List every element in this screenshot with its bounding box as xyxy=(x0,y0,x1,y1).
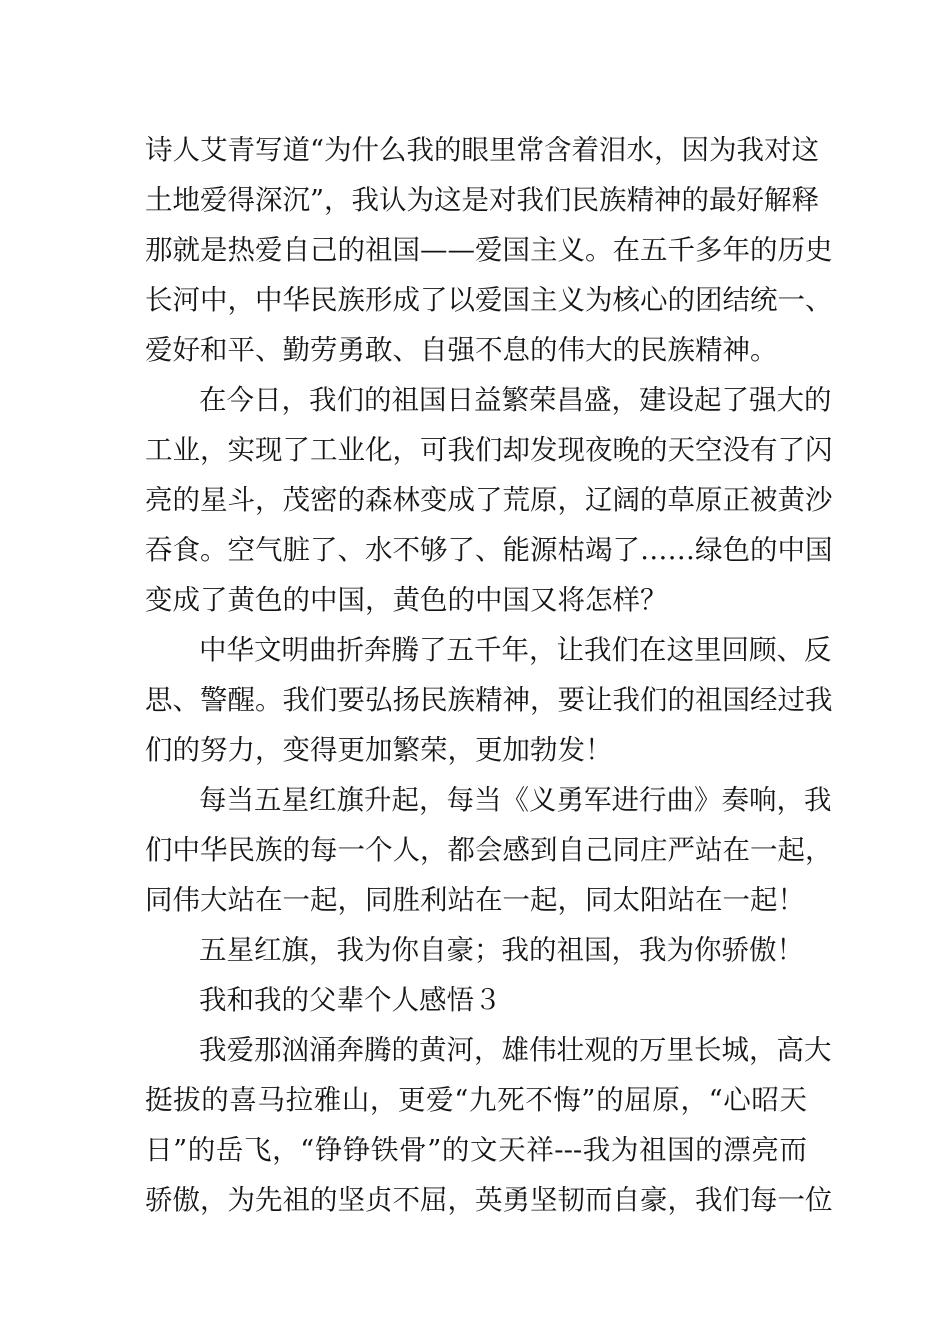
text-line: 吞食。空气脏了、水不够了、能源枯竭了……绿色的中国 xyxy=(145,534,833,566)
text-line: 那就是热爱自己的祖国——爱国主义。在五千多年的历史 xyxy=(145,234,833,266)
paragraph-first-line: 中华文明曲折奔腾了五千年，让我们在这里回顾、反 xyxy=(199,634,832,666)
text-line: 日”的岳飞，“铮铮铁骨”的文天祥---我为祖国的漂亮而 xyxy=(145,1134,807,1166)
text-line: 思、警醒。我们要弘扬民族精神，要让我们的祖国经过我 xyxy=(145,684,833,716)
text-line: 同伟大站在一起，同胜利站在一起，同太阳站在一起！ xyxy=(145,884,805,916)
text-line: 爱好和平、勤劳勇敢、自强不息的伟大的民族精神。 xyxy=(145,334,778,366)
text-line: 挺拔的喜马拉雅山，更爱“九死不悔”的屈原，“心昭天 xyxy=(145,1084,807,1116)
paragraph-first-line: 我爱那汹涌奔腾的黄河，雄伟壮观的万里长城，高大 xyxy=(199,1034,832,1066)
text-line: 们中华民族的每一个人，都会感到自己同庄严站在一起， xyxy=(145,834,833,866)
text-line: 土地爱得深沉”，我认为这是对我们民族精神的最好解释 xyxy=(145,184,820,216)
section-heading: 我和我的父辈个人感悟３ xyxy=(199,984,502,1016)
text-line: 亮的星斗，茂密的森林变成了荒原，辽阔的草原正被黄沙 xyxy=(145,484,833,516)
text-line: 们的努力，变得更加繁荣，更加勃发！ xyxy=(145,734,613,766)
paragraph-first-line: 在今日，我们的祖国日益繁荣昌盛，建设起了强大的 xyxy=(199,384,832,416)
text-line: 长河中，中华民族形成了以爱国主义为核心的团结统一、 xyxy=(145,284,833,316)
text-line: 骄傲，为先祖的坚贞不屈，英勇坚韧而自豪，我们每一位 xyxy=(145,1184,833,1216)
text-line: 工业，实现了工业化，可我们却发现夜晚的天空没有了闪 xyxy=(145,434,833,466)
paragraph-first-line: 五星红旗，我为你自豪；我的祖国，我为你骄傲！ xyxy=(199,934,804,966)
text-line: 诗人艾青写道“为什么我的眼里常含着泪水，因为我对这 xyxy=(145,134,820,166)
text-line: 变成了黄色的中国，黄色的中国又将怎样？ xyxy=(145,584,668,616)
paragraph-first-line: 每当五星红旗升起，每当《义勇军进行曲》奏响，我 xyxy=(199,784,832,816)
